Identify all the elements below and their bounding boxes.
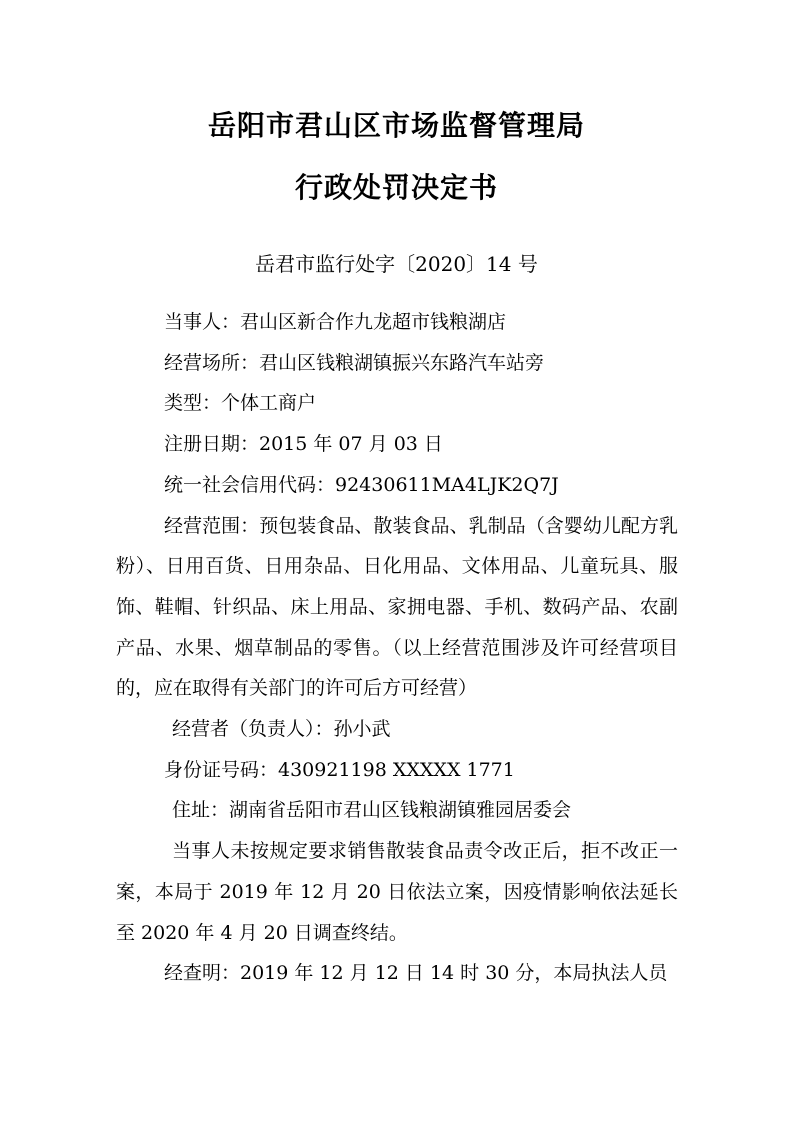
party-name: 当事人：君山区新合作九龙超市钱粮湖店	[164, 311, 507, 333]
operator-name: 经营者（负责人）：孙小武	[172, 718, 391, 741]
case-summary: 当事人未按规定要求销售散装食品责令改正后，拒不改正一案，本局于 2019 年 12 月 20 日依法立案，因疫情影响依法延长至 2020 年 4 月 20 日调查终结。	[116, 840, 678, 944]
document-body	[116, 302, 678, 994]
address: 住址：湖南省岳阳市君山区钱粮湖镇雅园居委会	[172, 799, 572, 822]
registration-date: 注册日期：2015 年 07 月 03 日	[164, 433, 443, 456]
business-type: 类型：个体工商户	[164, 392, 317, 415]
investigation-findings: 经查明：2019 年 12 月 12 日 14 时 30 分，本局执法人员	[164, 962, 668, 985]
document-number: 岳君市监行处字〔2020〕14 号	[255, 252, 538, 276]
credit-code: 统一社会信用代码：92430611MA4LJK2Q7J	[164, 473, 559, 496]
business-location: 经营场所：君山区钱粮湖镇振兴东路汽车站旁	[164, 351, 545, 374]
id-number: 身份证号码：430921198 XXXXX 1771	[164, 758, 515, 781]
document-title-agency: 岳阳市君山区市场监督管理局	[207, 109, 585, 142]
document-title-type: 行政处罚决定书	[294, 171, 498, 204]
business-scope: 经营范围：预包装食品、散装食品、乳制品（含婴幼儿配方乳粉）、日用百货、日用杂品、日化用品、文体用品、儿童玩具、服饰、鞋帽、针织品、床上用品、家拥电器、手机、数码产品、农副产品、水果、烟草制品的零售。（以上经营范围涉及许可经营项目的，应在取得有关部门的许可后方可经营）	[116, 514, 678, 700]
